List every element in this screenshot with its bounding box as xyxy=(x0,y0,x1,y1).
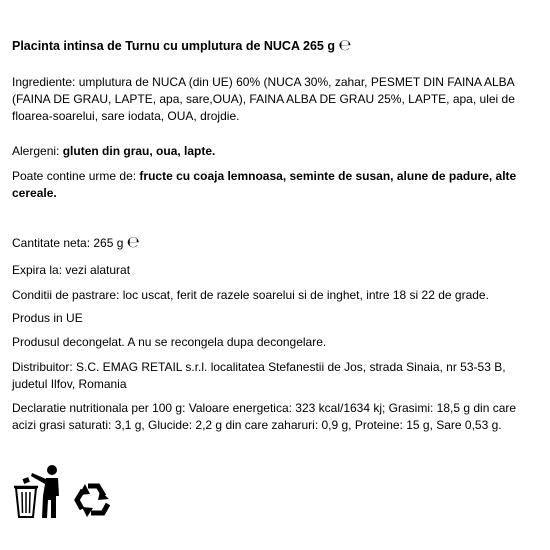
origin-text: Produs in UE xyxy=(12,311,83,325)
traces-value: fructe cu coaja lemnoasa, seminte de susan, alune de padure, alte cereale. xyxy=(12,169,517,200)
estimated-sign: ℮ xyxy=(126,233,140,251)
tidyman-icon xyxy=(14,465,59,518)
product-title xyxy=(12,37,351,55)
net-quantity-text: Cantitate neta: 265 g xyxy=(12,236,124,250)
disposal-icons xyxy=(12,462,122,522)
net-quantity xyxy=(12,234,540,252)
traces-label: Poate contine urme de: xyxy=(12,169,137,183)
product-title-text: Placinta intinsa de Turnu cu umplutura de NUCA 265 g xyxy=(12,39,335,53)
recycle-icon xyxy=(77,484,109,517)
allergens xyxy=(12,143,540,160)
allergens-label: Alergeni: xyxy=(12,144,60,158)
expiry-text: Expira la: vezi alaturat xyxy=(12,263,131,277)
estimated-sign: ℮ xyxy=(338,36,352,54)
nutrition-text: Declaratie nutritionala per 100 g: Valoare energetica: 323 kcal/1634 kj; Grasimi: 18,5 g din care acizi grasi saturati: 3,1 g, Glucide: 2,2 g din care zaharuri: 0,9 g, Proteine: 15 g, Sare 0,53 g. xyxy=(12,401,517,432)
distributor-text: Distribuitor: S.C. EMAG RETAIL s.r.l. localitatea Stefanestii de Jos, strada Sinaia, nr 53-53 B, judetul Ilfov, Romania xyxy=(12,360,506,391)
ingredients-text: Ingrediente: umplutura de NUCA (din UE) 60% (NUCA 30%, zahar, PESMET DIN FAINA ALBA (FAINA DE GRAU, LAPTE, apa, sare,OUA), FAINA ALBA DE GRAU 25%, LAPTE, apa, ulei de floarea-soarelui, sare iodata, OUA, drojdie. xyxy=(12,75,515,123)
allergens-value: gluten din grau, oua, lapte. xyxy=(62,144,216,158)
thawing-text: Produsul decongelat. A nu se recongela dupa decongelare. xyxy=(12,335,327,349)
traces xyxy=(12,168,540,202)
storage-text: Conditii de pastrare: loc uscat, ferit de razele soarelui si de inghet, intre 18 si 22 de grade. xyxy=(12,288,489,302)
